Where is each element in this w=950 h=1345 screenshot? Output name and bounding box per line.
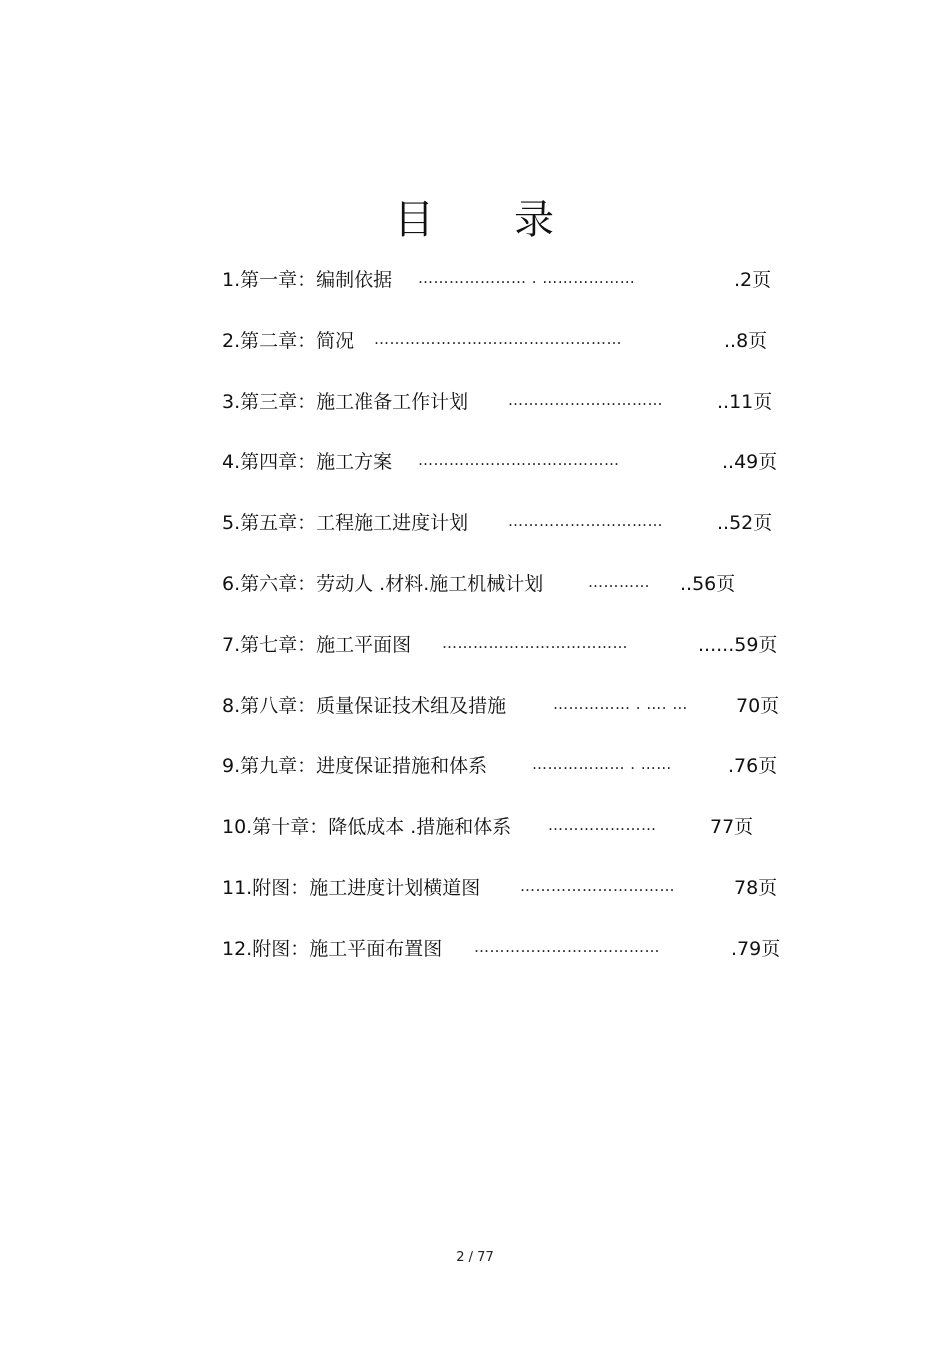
toc-row[interactable] xyxy=(222,870,782,931)
toc-row[interactable] xyxy=(222,262,782,323)
toc-label: 10.第十章：降低成本 .措施和体系 xyxy=(222,816,512,839)
toc-row[interactable] xyxy=(222,931,782,992)
toc-row[interactable] xyxy=(222,688,782,749)
toc-leader: ………………………… xyxy=(508,512,663,531)
toc-row[interactable] xyxy=(222,444,782,505)
toc-leader: ………………… xyxy=(548,816,657,835)
toc-page: ......59页 xyxy=(698,633,778,656)
toc-label: 12.附图：施工平面布置图 xyxy=(222,937,443,960)
toc-page: .79页 xyxy=(731,937,781,960)
toc-row[interactable] xyxy=(222,809,782,870)
toc-leader: ………………………… xyxy=(508,390,663,409)
toc-page: .76页 xyxy=(728,755,778,778)
toc-row[interactable] xyxy=(222,384,782,445)
toc-leader: ……………………………… xyxy=(442,633,628,652)
toc-leader: ………………………… xyxy=(520,876,675,895)
toc-page: ..49页 xyxy=(722,451,778,474)
toc-page: 70页 xyxy=(736,694,780,717)
toc-row[interactable] xyxy=(222,748,782,809)
toc-label: 9.第九章：进度保证措施和体系 xyxy=(222,755,488,778)
toc-label: 6.第六章：劳动人 .材料.施工机械计划 xyxy=(222,572,544,595)
toc-row[interactable] xyxy=(222,627,782,688)
toc-leader: …………… . …. … xyxy=(553,694,688,713)
toc-label: 1.第一章：编制依据 xyxy=(222,269,393,291)
toc-label: 2.第二章：简况 xyxy=(222,329,355,352)
page-indicator: 2 / 77 xyxy=(456,1250,494,1265)
toc-page: ..11页 xyxy=(717,390,773,413)
toc-leader: ………… xyxy=(588,572,650,591)
toc-label: 7.第七章：施工平面图 xyxy=(222,633,412,656)
toc-label: 5.第五章：工程施工进度计划 xyxy=(222,512,469,535)
toc-page: 77页 xyxy=(710,816,754,839)
toc-row[interactable] xyxy=(222,323,782,384)
toc-title xyxy=(0,188,950,245)
toc-leader: ……………………………… xyxy=(474,937,660,956)
toc-row[interactable] xyxy=(222,505,782,566)
toc-label: 3.第三章：施工准备工作计划 xyxy=(222,390,469,413)
title-char-left: 目 xyxy=(394,197,436,243)
toc-page: ..56页 xyxy=(680,572,736,595)
toc-page: ..52页 xyxy=(717,512,773,535)
toc-leader: ………………………………………… xyxy=(374,329,622,348)
toc-page: .2页 xyxy=(734,269,772,291)
toc-leader: ………………… . ……………… xyxy=(418,269,636,287)
toc-page: ..8页 xyxy=(724,329,768,352)
toc-row[interactable] xyxy=(222,566,782,627)
toc-label: 11.附图：施工进度计划横道图 xyxy=(222,876,481,899)
toc-leader: ………………………………… xyxy=(418,451,620,470)
toc-page: 78页 xyxy=(734,876,778,899)
toc-leader: ……………… . …… xyxy=(532,755,672,774)
title-char-right: 录 xyxy=(514,197,556,243)
toc-label: 8.第八章：质量保证技术组及措施 xyxy=(222,694,507,717)
table-of-contents xyxy=(222,262,782,992)
toc-label: 4.第四章：施工方案 xyxy=(222,451,393,474)
